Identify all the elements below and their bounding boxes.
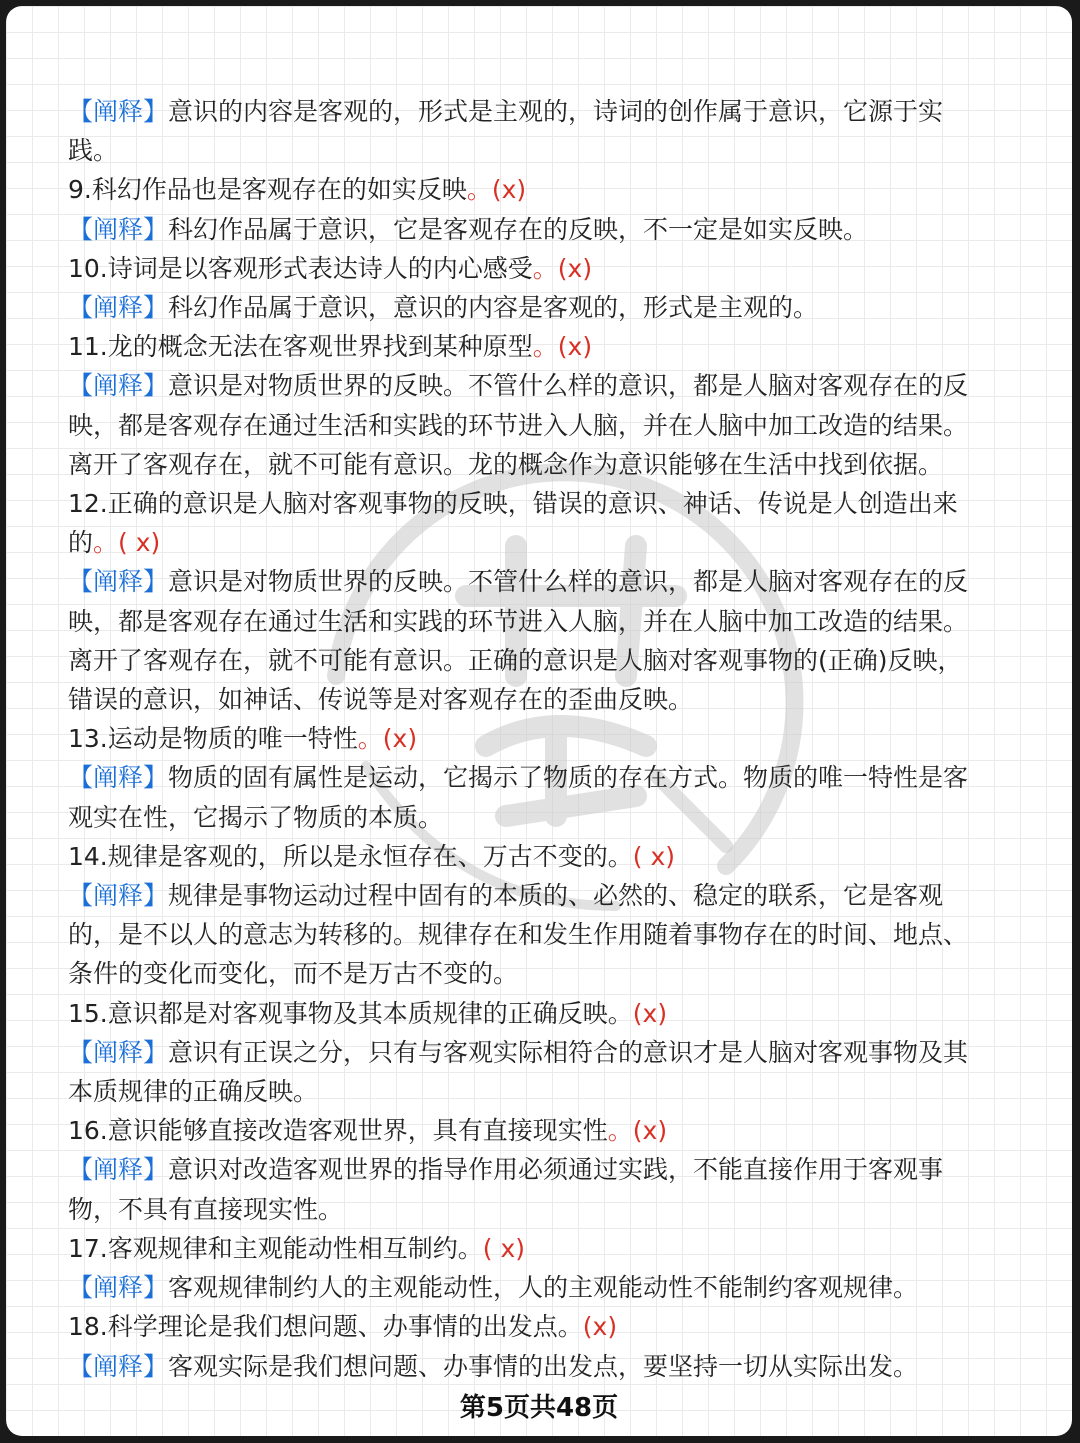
text-line: 践。 xyxy=(68,136,119,166)
explanation-line xyxy=(68,288,1018,327)
question-text: 9.科幻作品也是客观存在的如实反映 xyxy=(68,175,467,205)
question-line xyxy=(68,327,1018,366)
explanation-tag: 【阐释】 xyxy=(68,1351,169,1381)
question-text: 10.诗词是以客观形式表达诗人的内心感受 xyxy=(68,253,533,283)
explanation-tag: 【阐释】 xyxy=(68,881,169,911)
explanation-tag: 【阐释】 xyxy=(68,567,169,597)
question-text: 13.运动是物质的唯一特性 xyxy=(68,724,358,754)
explanation-text: 规律是事物运动过程中固有的本质的、必然的、稳定的联系，它是客观 xyxy=(168,881,944,911)
explanation-tag: 【阐释】 xyxy=(68,1273,169,1303)
question-text: 17.客观规律和主观能动性相互制约。 xyxy=(68,1233,483,1263)
explanation-text: 意识对改造客观世界的指导作用必须通过实践，不能直接作用于客观事 xyxy=(168,1155,944,1185)
question-line xyxy=(68,719,1018,758)
document-page xyxy=(6,6,1072,1436)
explanation-text: 科幻作品属于意识，意识的内容是客观的，形式是主观的。 xyxy=(168,293,819,323)
question-text: 15.意识都是对客观事物及其本质规律的正确反映。 xyxy=(68,998,633,1028)
question-text: 16.意识能够直接改造客观世界，具有直接现实性 xyxy=(68,1116,608,1146)
text-line: 映，都是客观存在通过生活和实践的环节进入人脑，并在人脑中加工改造的结果。 xyxy=(68,606,969,636)
answer-mark: 。( x) xyxy=(93,528,161,558)
explanation-text: 物质的固有属性是运动，它揭示了物质的存在方式。物质的唯一特性是客 xyxy=(168,763,969,793)
explanation-text: 意识是对物质世界的反映。不管什么样的意识，都是人脑对客观存在的反 xyxy=(168,371,969,401)
explanation-line xyxy=(68,1033,1018,1072)
question-line xyxy=(68,1111,1018,1150)
explanation-line xyxy=(68,92,1018,131)
explanation-line xyxy=(68,210,1018,249)
answer-mark: ( x) xyxy=(482,1233,526,1263)
explanation-line xyxy=(68,876,1018,915)
explanation-tag: 【阐释】 xyxy=(68,1037,169,1067)
question-line xyxy=(68,523,1018,562)
text-line: 本质规律的正确反映。 xyxy=(68,1077,319,1107)
explanation-line xyxy=(68,562,1018,601)
explanation-text: 客观实际是我们想问题、办事情的出发点，要坚持一切从实际出发。 xyxy=(168,1351,919,1381)
answer-mark: (x) xyxy=(582,1312,618,1342)
text-line: 12.正确的意识是人脑对客观事物的反映，错误的意识、神话、传说是人创造出来 xyxy=(68,489,958,519)
page-number: 第5页共48页 xyxy=(459,1393,619,1423)
question-line xyxy=(68,994,1018,1033)
explanation-tag: 【阐释】 xyxy=(68,214,169,244)
answer-mark: (x) xyxy=(632,998,668,1028)
explanation-line xyxy=(68,1150,1018,1189)
question-line xyxy=(68,837,1018,876)
explanation-text: 客观规律制约人的主观能动性，人的主观能动性不能制约客观规律。 xyxy=(168,1273,919,1303)
explanation-tag: 【阐释】 xyxy=(68,97,169,126)
answer-mark: 。(x) xyxy=(357,724,418,754)
explanation-line xyxy=(68,366,1018,405)
question-line xyxy=(68,170,1018,209)
explanation-line xyxy=(68,1268,1018,1307)
text-line: 错误的意识，如神话、传说等是对客观存在的歪曲反映。 xyxy=(68,685,694,715)
explanation-line xyxy=(68,758,1018,797)
question-line xyxy=(68,1229,1018,1268)
answer-mark: 。(x) xyxy=(532,253,593,283)
explanation-text: 意识有正误之分，只有与客观实际相符合的意识才是人脑对客观事物及其 xyxy=(168,1037,969,1067)
explanation-text: 意识是对物质世界的反映。不管什么样的意识，都是人脑对客观存在的反 xyxy=(168,567,969,597)
text-line: 离开了客观存在，就不可能有意识。龙的概念作为意识能够在生活中找到依据。 xyxy=(68,449,944,479)
explanation-tag: 【阐释】 xyxy=(68,1155,169,1185)
text-line: 条件的变化而变化，而不是万古不变的。 xyxy=(68,959,519,989)
document-body xyxy=(68,92,1018,1386)
explanation-tag: 【阐释】 xyxy=(68,293,169,323)
question-line xyxy=(68,249,1018,288)
explanation-tag: 【阐释】 xyxy=(68,763,169,793)
question-text: 18.科学理论是我们想问题、办事情的出发点。 xyxy=(68,1312,583,1342)
text-line: 观实在性，它揭示了物质的本质。 xyxy=(68,802,444,832)
text-line: 的，是不以人的意志为转移的。规律存在和发生作用随着事物存在的时间、地点、 xyxy=(68,920,969,950)
explanation-text: 意识的内容是客观的，形式是主观的，诗词的创作属于意识，它源于实 xyxy=(168,97,944,126)
answer-mark: 。(x) xyxy=(607,1116,668,1146)
question-text: 的 xyxy=(68,528,94,558)
text-line: 映，都是客观存在通过生活和实践的环节进入人脑，并在人脑中加工改造的结果。 xyxy=(68,410,969,440)
explanation-tag: 【阐释】 xyxy=(68,371,169,401)
question-text: 11.龙的概念无法在客观世界找到某种原型 xyxy=(68,332,533,362)
answer-mark: ( x) xyxy=(632,841,676,871)
answer-mark: 。(x) xyxy=(466,175,527,205)
question-line xyxy=(68,1307,1018,1346)
explanation-line xyxy=(68,1347,1018,1386)
answer-mark: 。(x) xyxy=(532,332,593,362)
text-line: 物，不具有直接现实性。 xyxy=(68,1194,344,1224)
text-line: 离开了客观存在，就不可能有意识。正确的意识是人脑对客观事物的(正确)反映， xyxy=(68,645,963,675)
explanation-text: 科幻作品属于意识，它是客观存在的反映，不一定是如实反映。 xyxy=(168,214,869,244)
question-text: 14.规律是客观的，所以是永恒存在、万古不变的。 xyxy=(68,841,633,871)
